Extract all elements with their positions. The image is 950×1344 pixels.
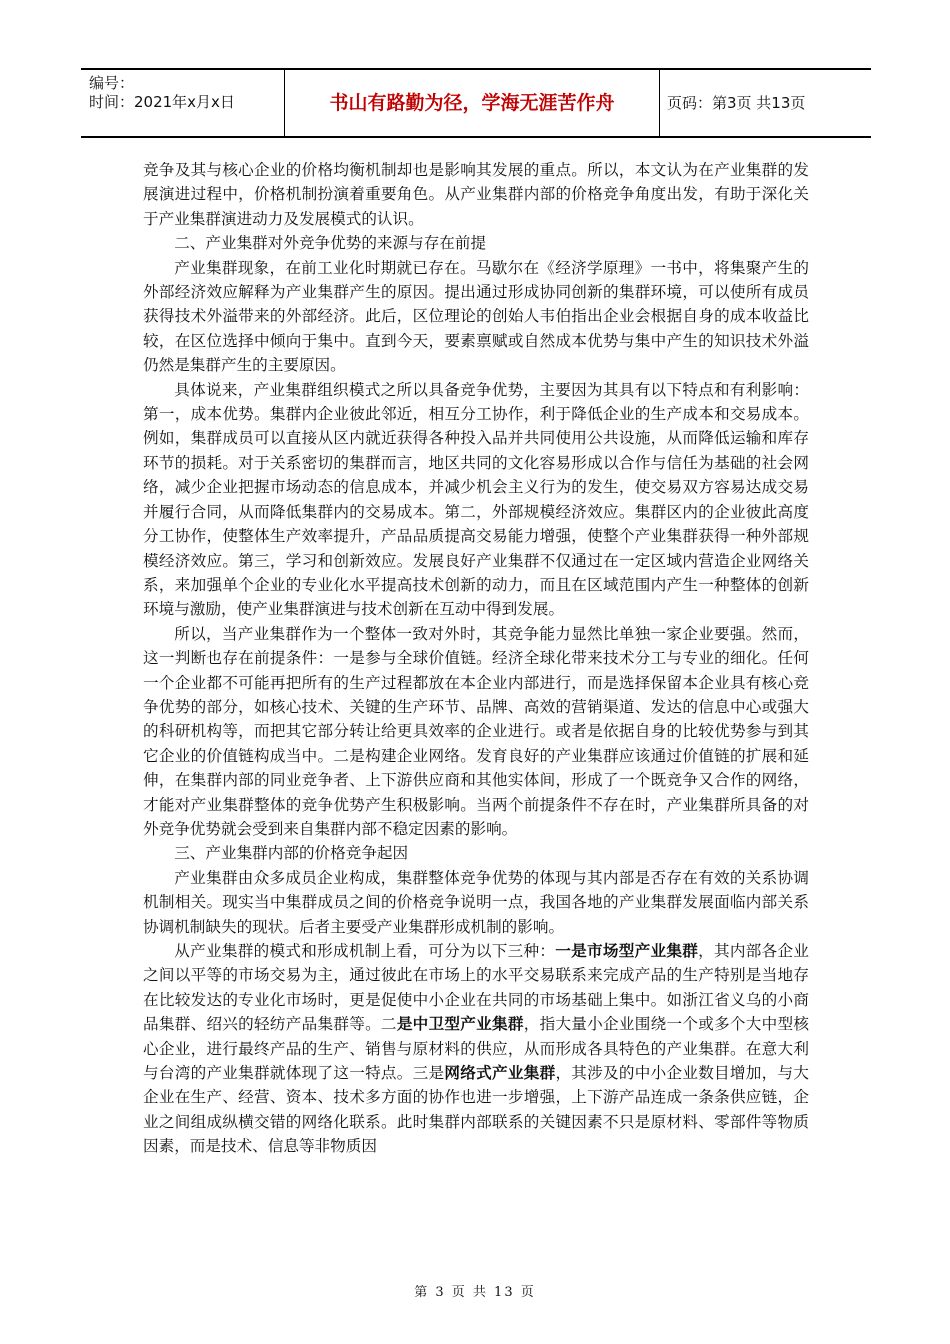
header-page-info: 页码：第3页 共13页 <box>667 94 806 112</box>
paragraph: 产业集群现象，在前工业化时期就已存在。马歇尔在《经济学原理》一书中，将集聚产生的外部经济效应解释为产业集群产生的原因。提出通过形成协同创新的集群环境，可以使所有成员获得技术外溢带来的外部经济。此后，区位理论的创始人韦伯指出企业会根据自身的成本收益比较，在区位选择中倾向于集中。直到今天，要素禀赋或自然成本优势与集中产生的知识技术外溢仍然是集群产生的主要原因。 <box>143 258 809 375</box>
paragraph-text: 从产业集群的模式和形成机制上看，可分为以下三种： <box>174 942 556 960</box>
paragraph <box>143 939 809 1159</box>
document-date-label: 时间：2021年x月x日 <box>89 93 235 111</box>
paragraph: 具体说来，产业集群组织模式之所以具备竞争优势，主要因为其具有以下特点和有利影响：第一，成本优势。集群内企业彼此邻近，相互分工协作，利于降低企业的生产成本和交易成本。例如，集群成员可以直接从区内就近获得各种投入品并共同使用公共设施，从而降低运输和库存环节的损耗。对于关系密切的集群而言，地区共同的文化容易形成以合作与信任为基础的社会网络，减少企业把握市场动态的信息成本，并减少机会主义行为的发生，使交易双方容易达成交易并履行合同，从而降低集群内的交易成本。第二，外部规模经济效应。集群区内的企业彼此高度分工协作，使整体生产效率提升，产品品质提高交易能力增强，使整个产业集群获得一种外部规模经济效应。第三，学习和创新效应。发展良好产业集群不仅通过在一定区域内营造企业网络关系，来加强单个企业的专业化水平提高技术创新的动力，而且在区域范围内产生一种整体的创新环境与激励，使产业集群演进与技术创新在互动中得到发展。 <box>143 380 809 619</box>
header-meta <box>81 70 282 136</box>
paragraph: 产业集群由众多成员企业构成，集群整体竞争优势的体现与其内部是否存在有效的关系协调机制相关。现实当中集群成员之间的价格竞争说明一点，我国各地的产业集群发展面临内部关系协调机制缺失的现状。后者主要受产业集群形成机制的影响。 <box>143 868 809 936</box>
document-number-label: 编号： <box>89 74 135 92</box>
page-footer: 第 3 页 共 13 页 <box>414 1285 536 1300</box>
paragraph: 所以，当产业集群作为一个整体一致对外时，其竞争能力显然比单独一家企业要强。然而，这一判断也存在前提条件：一是参与全球价值链。经济全球化带来技术分工与专业的细化。任何一个企业都不可能再把所有的生产过程都放在本企业内部进行，而是选择保留本企业具有核心竞争优势的部分，如核心技术、关键的生产环节、品牌、高效的营销渠道、发达的信息中心或强大的科研机构等，而把其它部分转让给更具效率的企业进行。或者是依据自身的比较优势参与到其它企业的价值链构成当中。二是构建企业网络。发育良好的产业集群应该通过价值链的扩展和延伸，在集群内部的同业竞争者、上下游供应商和其他实体间，形成了一个既竞争又合作的网络，才能对产业集群整体的竞争优势产生积极影响。当两个前提条件不存在时，产业集群所具备的对外竞争优势就会受到来自集群内部不稳定因素的影响。 <box>143 624 809 838</box>
page-header <box>81 68 871 138</box>
document-body <box>143 158 809 1159</box>
paragraph-text: ，其内部各企业之间以平等的市场交易为主，通过彼此在市场上的水平交易联系来完成产品的生产特别是当地存在比较发达的专业化市场时，更是促使中小企业在共同的市场基础上集中。如浙江省义乌的小商品集群、绍兴的轻纺产品集群等。二 <box>143 942 809 1034</box>
bold-term: 是中卫型产业集群 <box>396 1014 524 1034</box>
section-heading: 三、产业集群内部的价格竞争起因 <box>174 844 409 863</box>
paragraph-text: ，指大量小企业围绕一个或多个大中型核心企业，进行最终产品的生产、销售与原材料的供应，从而形成各具特色的产业集群。在意大利与台湾的产业集群就体现了这一特点。三是 <box>143 1015 809 1083</box>
section-heading: 二、产业集群对外竞争优势的来源与存在前提 <box>174 234 487 253</box>
header-divider <box>659 70 660 136</box>
bold-term: 一是市场型产业集群 <box>555 941 699 960</box>
header-motto: 书山有路勤为径，学海无涯苦作舟 <box>329 92 615 114</box>
paragraph: 竞争及其与核心企业的价格均衡机制却也是影响其发展的重点。所以，本文认为在产业集群的发展演进过程中，价格机制扮演着重要角色。从产业集群内部的价格竞争角度出发，有助于深化关于产业集群演进动力及发展模式的认识。 <box>143 161 809 228</box>
bold-term: 网络式产业集群 <box>444 1063 556 1083</box>
paragraph-text: ，其涉及的中小企业数目增加，与大企业在生产、经营、资本、技术多方面的协作也进一步增强，上下游产品连成一条条供应链，企业之间组成纵横交错的网络化联系。此时集群内部联系的关键因素不只是原材料、零部件等物质因素，而是技术、信息等非物质因 <box>143 1064 809 1156</box>
